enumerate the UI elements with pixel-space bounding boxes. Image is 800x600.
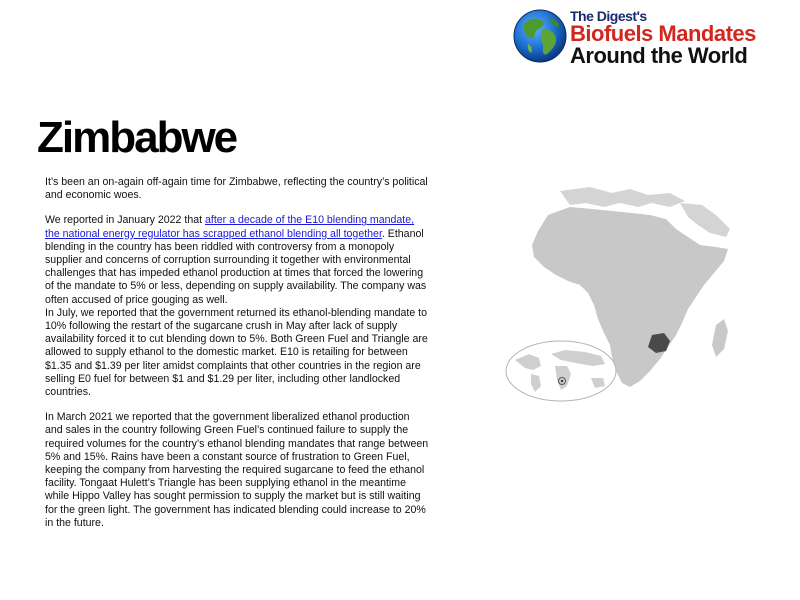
paragraph-prefix: We reported in January 2022 that: [45, 214, 205, 227]
logo-line-1: The Digest's: [570, 8, 647, 24]
article-link[interactable]: after a decade of the E10 blending mandate, the national energy regulator has scrapped ethanol blending all together: [45, 214, 415, 240]
article-body: [45, 176, 430, 530]
globe-icon: [512, 8, 568, 64]
digest-logo: [508, 6, 790, 72]
paragraph-intro: It’s been an on-again off-again time for Zimbabwe, reflecting the country’s political and economic woes.: [45, 176, 428, 202]
world-locator-map: [505, 340, 617, 402]
logo-line-3: Around the World: [570, 43, 748, 68]
paragraph-july: In July, we reported that the government returned its ethanol-blending mandate to 10% following the restart of the sugarcane crush in May after lack of supply availability forced it to cut blending down to 5%. Both Green Fuel and Triangle are allowed to supply ethanol to the domestic market. E10 is retailing for between $1.35 and $1.39 per liter amidst complaints that other countries in the region are selling E0 fuel for between $1 and $1.29 per liter, including other landlocked countries.: [45, 306, 428, 399]
logo-line-2: Biofuels Mandates: [570, 21, 756, 46]
page-title: Zimbabwe: [37, 113, 237, 162]
paragraph-march-2021: In March 2021 we reported that the government liberalized ethanol production and sales in the country following Green Fuel’s continued failure to supply the required volumes for the country’s ethanol blending mandates that range between 5% and 15%. Rains have been a constant source of frustration to Green Fuel, keeping the company from harvesting the required sugarcane to feed the ethanol facility. Tongaat Hulett’s Triangle has been supplying ethanol in the meantime while Hippo Valley has sought permission to supply the market but is still waiting for the green light. The government has indicated blending could increase to 20% in the future.: [45, 411, 429, 529]
paragraph-january-2022: [45, 214, 430, 306]
paragraph-suffix: . Ethanol blending in the country has been riddled with controversy from a monopoly supplier and concerns of corruption surrounding it together with environmental challenges that has impeded ethanol production at times that forced the lowering of the mandate to 5% or less, depending on supply availability. The company was often accused of price gouging as well.: [45, 227, 427, 306]
